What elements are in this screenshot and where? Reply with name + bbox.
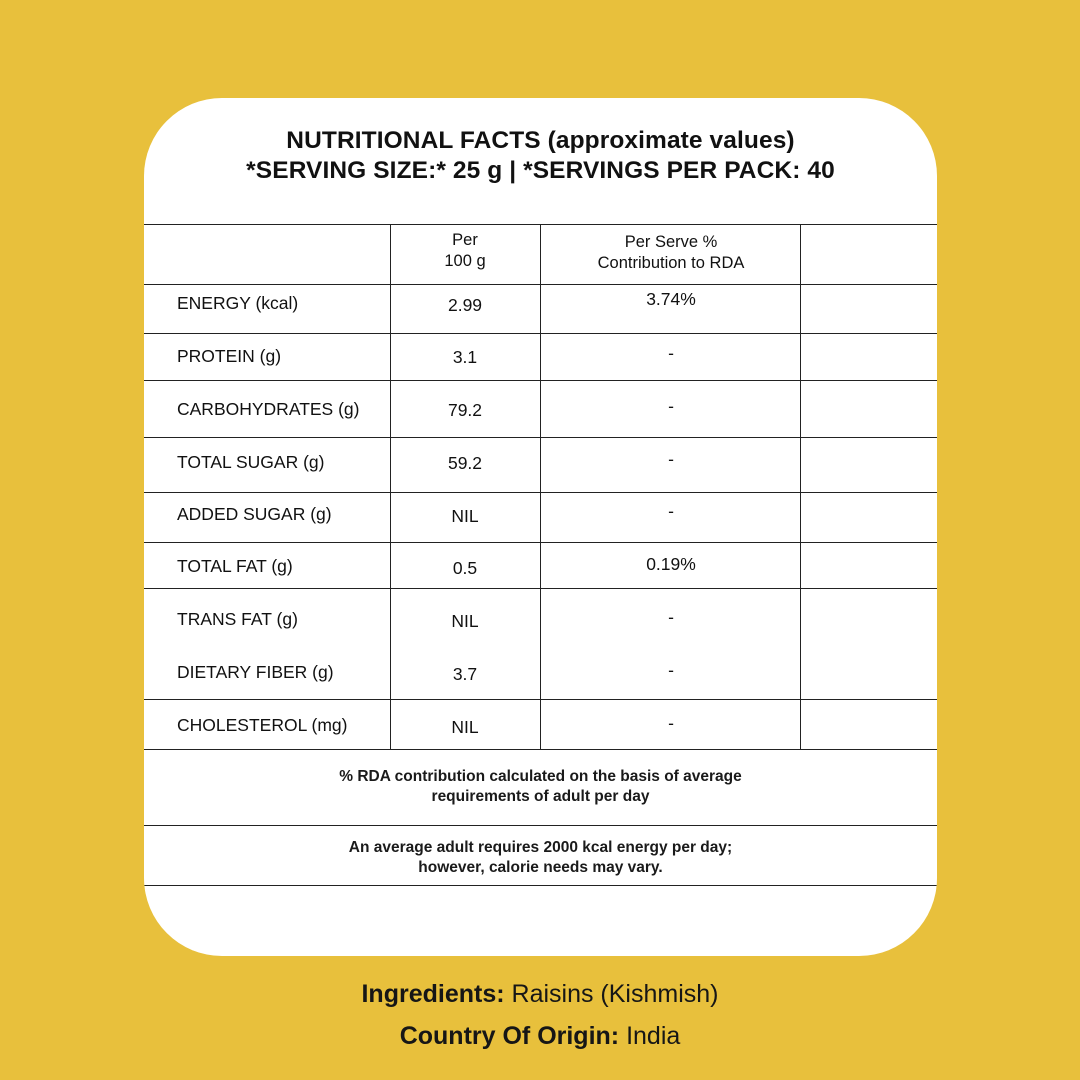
row-value-total-sugar: 59.2 bbox=[447, 453, 483, 473]
row-label-protein: PROTEIN (g) bbox=[177, 346, 282, 366]
energy-note-line-2: however, calorie needs may vary. bbox=[418, 859, 663, 876]
header-per-100g bbox=[390, 230, 540, 272]
row-value-dietary-fiber: 3.7 bbox=[452, 664, 478, 684]
rda-note-line-1: % RDA contribution calculated on the basis of average bbox=[339, 768, 742, 785]
row-label-energy: ENERGY (kcal) bbox=[177, 293, 299, 313]
row-rda-energy: 3.74% bbox=[646, 289, 696, 309]
table-border-bottom bbox=[144, 749, 937, 750]
row-rda-dietary-fiber: - bbox=[668, 660, 674, 680]
row-rda-protein: - bbox=[668, 343, 674, 363]
origin-label: Country Of Origin: bbox=[399, 1022, 620, 1050]
row-label-carbohydrates: CARBOHYDRATES (g) bbox=[177, 399, 360, 419]
header-per-100g-line-2: 100 g bbox=[444, 252, 486, 270]
header-per-100g-line-1: Per bbox=[452, 231, 478, 249]
row-value-trans-fat: NIL bbox=[451, 611, 479, 631]
nutrition-title bbox=[144, 126, 937, 186]
row-label-total-fat: TOTAL FAT (g) bbox=[177, 556, 293, 576]
header-rda-line-2: Contribution to RDA bbox=[597, 254, 745, 272]
row-value-added-sugar: NIL bbox=[451, 506, 479, 526]
title-line-2: *SERVING SIZE:* 25 g | *SERVINGS PER PACK: 40 bbox=[246, 157, 835, 184]
row-rda-added-sugar: - bbox=[668, 501, 674, 521]
row-label-dietary-fiber: DIETARY FIBER (g) bbox=[177, 662, 334, 682]
row-label-added-sugar: ADDED SUGAR (g) bbox=[177, 504, 332, 524]
row-value-total-fat: 0.5 bbox=[452, 558, 478, 578]
row-rda-cholesterol: - bbox=[668, 713, 674, 733]
energy-note bbox=[144, 838, 937, 878]
row-value-energy: 2.99 bbox=[447, 295, 483, 315]
row-label-cholesterol: CHOLESTEROL (mg) bbox=[177, 715, 348, 735]
row-label-total-sugar: TOTAL SUGAR (g) bbox=[177, 452, 325, 472]
note-divider bbox=[144, 825, 937, 826]
title-line-1: NUTRITIONAL FACTS (approximate values) bbox=[286, 127, 795, 154]
energy-note-line-1: An average adult requires 2000 kcal energy per day; bbox=[348, 839, 733, 856]
header-rda-line-1: Per Serve % bbox=[624, 233, 718, 251]
ingredients-label: Ingredients: bbox=[361, 980, 505, 1008]
row-label-trans-fat: TRANS FAT (g) bbox=[177, 609, 298, 629]
rda-note-line-2: requirements of adult per day bbox=[431, 788, 650, 805]
rda-note bbox=[144, 767, 937, 807]
origin-line bbox=[0, 1021, 1080, 1051]
row-value-carbohydrates: 79.2 bbox=[447, 400, 483, 420]
row-rda-trans-fat: - bbox=[668, 607, 674, 627]
ingredients-value: Raisins (Kishmish) bbox=[511, 980, 719, 1008]
row-value-cholesterol: NIL bbox=[451, 717, 479, 737]
row-rda-carbohydrates: - bbox=[668, 396, 674, 416]
header-rda bbox=[540, 232, 802, 274]
ingredients-line bbox=[0, 979, 1080, 1009]
row-value-protein: 3.1 bbox=[452, 347, 478, 367]
row-rda-total-fat: 0.19% bbox=[646, 554, 696, 574]
nutrition-card bbox=[144, 98, 937, 956]
row-rda-total-sugar: - bbox=[668, 449, 674, 469]
origin-value: India bbox=[626, 1022, 681, 1050]
note-divider bbox=[144, 885, 937, 886]
